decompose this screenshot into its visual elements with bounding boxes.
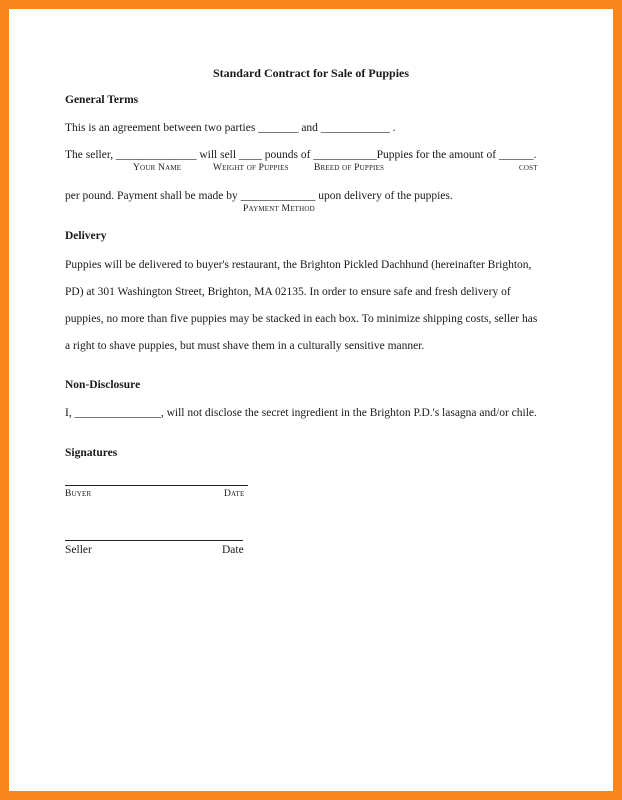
- payment-line: per pound. Payment shall be made by _____________ upon delivery of the puppies.: [65, 190, 453, 202]
- document-title: Standard Contract for Sale of Puppies: [212, 66, 410, 80]
- general-terms-heading: General Terms: [65, 94, 139, 106]
- delivery-heading: Delivery: [65, 230, 107, 242]
- breed-label: Breed of Puppies: [314, 163, 385, 173]
- buyer-signature-line[interactable]: [65, 485, 248, 486]
- delivery-line: puppies, no more than five puppies may be stacked in each box. To minimize shipping costs, seller has: [65, 313, 538, 325]
- non-disclosure-line: I, _______________, will not disclose the secret ingredient in the Brighton P.D.'s lasagna and/or chile.: [65, 407, 537, 419]
- delivery-line: PD) at 301 Washington Street, Brighton, MA 02135. In order to ensure safe and fresh delivery of: [65, 286, 511, 298]
- seller-signature-line[interactable]: [65, 540, 243, 541]
- seller-date-label: Date: [222, 544, 244, 556]
- cost-label: cost: [519, 163, 538, 173]
- payment-method-label: Payment Method: [243, 204, 315, 214]
- buyer-date-label: Date: [224, 489, 245, 499]
- buyer-label: Buyer: [65, 489, 92, 499]
- seller-label: Seller: [65, 544, 92, 556]
- non-disclosure-heading: Non-Disclosure: [65, 379, 141, 391]
- weight-label: Weight of Puppies: [213, 163, 289, 173]
- delivery-line: a right to shave puppies, but must shave them in a culturally sensitive manner.: [65, 340, 425, 352]
- parties-line: This is an agreement between two parties _______ and ____________ .: [65, 122, 396, 134]
- seller-line: The seller, ______________ will sell ____ pounds of ___________Puppies for the amount of ______.: [65, 149, 537, 161]
- your-name-label: Your Name: [133, 163, 182, 173]
- delivery-line: Puppies will be delivered to buyer's restaurant, the Brighton Pickled Dachhund (hereinafter Brighton,: [65, 259, 532, 271]
- signatures-heading: Signatures: [65, 447, 118, 459]
